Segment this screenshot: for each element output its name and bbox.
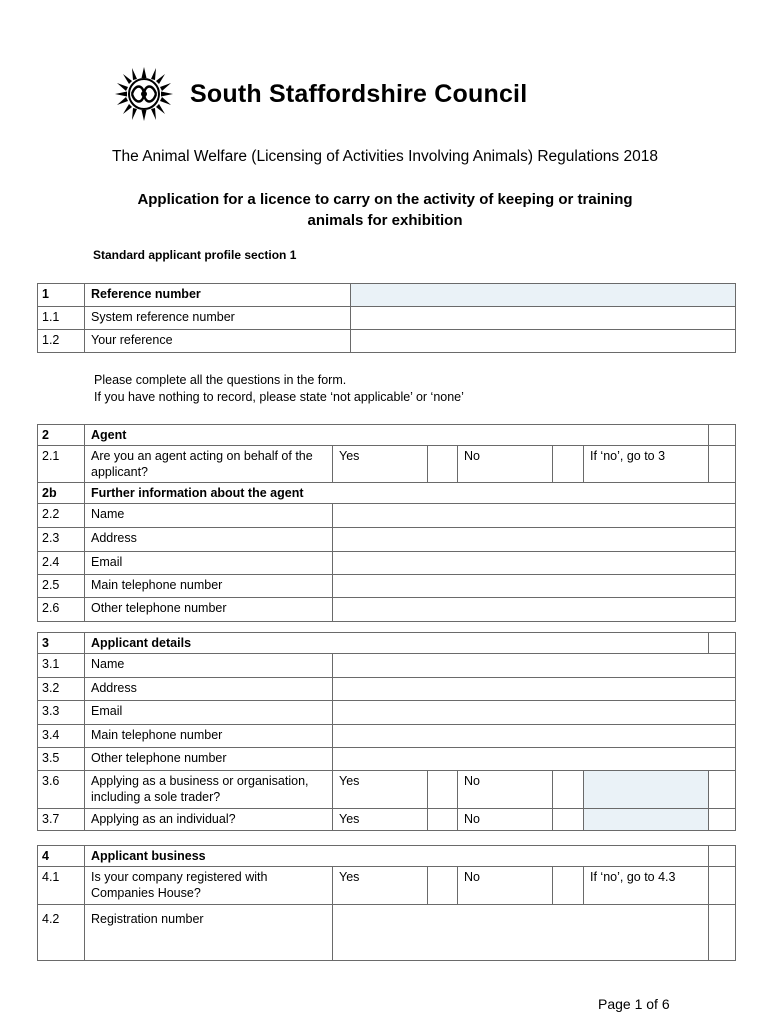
section-heading: Agent [85,425,709,446]
agent-no-checkbox[interactable] [553,446,584,483]
heading-fill [709,633,736,654]
no-label: No [458,809,553,831]
companies-house-no-checkbox[interactable] [553,867,584,905]
applicant-other-phone-field[interactable] [333,748,736,771]
table-row [38,905,736,961]
applicant-name-field[interactable] [333,654,736,678]
question-label: Applying as a business or organisation, including a sole trader? [85,771,333,809]
applicant-table [37,632,736,831]
applicant-address-field[interactable] [333,678,736,701]
question-label: Name [85,504,333,528]
agent-yes-checkbox[interactable] [428,446,458,483]
question-label: Email [85,552,333,575]
section-number: 3 [38,633,85,654]
table-row [38,633,736,654]
question-label: Email [85,701,333,725]
table-row [38,575,736,598]
section-label: Standard applicant profile section 1 [93,248,297,262]
business-table [37,845,736,961]
table-row [38,846,736,867]
question-label: Other telephone number [85,748,333,771]
question-label: Applying as an individual? [85,809,333,831]
question-number: 4.1 [38,867,85,905]
shaded-cell [584,809,709,831]
section-heading: Further information about the agent [85,483,736,504]
table-row [38,528,736,552]
question-label: Address [85,678,333,701]
yes-label: Yes [333,446,428,483]
table-row [38,307,736,330]
table-row [38,598,736,622]
table-row [38,678,736,701]
question-number: 2.1 [38,446,85,483]
question-label: Name [85,654,333,678]
table-row [38,483,736,504]
question-number: 2.6 [38,598,85,622]
yes-label: Yes [333,809,428,831]
table-row [38,284,736,307]
question-number: 2.2 [38,504,85,528]
heading-fill [709,846,736,867]
question-number: 3.3 [38,701,85,725]
council-crest-icon [113,66,175,122]
registration-number-field[interactable] [333,905,709,961]
no-label: No [458,867,553,905]
question-number: 3.2 [38,678,85,701]
section-number: 1 [38,284,85,307]
yes-label: Yes [333,771,428,809]
blank-cell [709,446,736,483]
table-row [38,771,736,809]
shaded-cell [584,771,709,809]
table-row [38,425,736,446]
heading-fill [351,284,736,307]
question-number: 3.6 [38,771,85,809]
question-label: Is your company registered with Companies House? [85,867,333,905]
agent-table [37,424,736,622]
table-row [38,330,736,353]
table-row [38,446,736,483]
question-label: Are you an agent acting on behalf of the applicant? [85,446,333,483]
heading-fill [709,425,736,446]
business-yes-checkbox[interactable] [428,771,458,809]
blank-cell [709,867,736,905]
question-label: System reference number [85,307,351,330]
section-heading: Applicant details [85,633,709,654]
application-title [100,189,670,231]
reference-table [37,283,736,353]
section-heading: Applicant business [85,846,709,867]
skip-note: If ‘no’, go to 4.3 [584,867,709,905]
question-number: 3.5 [38,748,85,771]
yes-label: Yes [333,867,428,905]
no-label: No [458,771,553,809]
question-number: 2.4 [38,552,85,575]
instructions-line1: Please complete all the questions in the form. [94,373,347,387]
agent-email-field[interactable] [333,552,736,575]
instructions-line2: If you have nothing to record, please state ‘not applicable’ or ‘none’ [94,390,464,404]
skip-note: If ‘no’, go to 3 [584,446,709,483]
section-number: 2b [38,483,85,504]
system-reference-field[interactable] [351,307,736,330]
table-row [38,504,736,528]
table-row [38,867,736,905]
individual-yes-checkbox[interactable] [428,809,458,831]
agent-address-field[interactable] [333,528,736,552]
no-label: No [458,446,553,483]
table-row [38,725,736,748]
section-heading: Reference number [85,284,351,307]
companies-house-yes-checkbox[interactable] [428,867,458,905]
question-number: 3.4 [38,725,85,748]
section-number: 2 [38,425,85,446]
applicant-main-phone-field[interactable] [333,725,736,748]
agent-other-phone-field[interactable] [333,598,736,622]
page-number: Page 1 of 6 [598,996,670,1012]
applicant-email-field[interactable] [333,701,736,725]
business-no-checkbox[interactable] [553,771,584,809]
instructions [94,372,464,406]
table-row [38,552,736,575]
question-label: Your reference [85,330,351,353]
question-number: 2.3 [38,528,85,552]
question-number: 1.1 [38,307,85,330]
question-label: Main telephone number [85,575,333,598]
blank-cell [709,809,736,831]
question-number: 2.5 [38,575,85,598]
question-label: Registration number [85,905,333,961]
question-number: 4.2 [38,905,85,961]
question-label: Other telephone number [85,598,333,622]
table-row [38,748,736,771]
table-row [38,654,736,678]
blank-cell [709,771,736,809]
council-name: South Staffordshire Council [190,80,528,108]
agent-main-phone-field[interactable] [333,575,736,598]
section-number: 4 [38,846,85,867]
table-row [38,809,736,831]
question-label: Main telephone number [85,725,333,748]
question-label: Address [85,528,333,552]
blank-cell [709,905,736,961]
individual-no-checkbox[interactable] [553,809,584,831]
table-row [38,701,736,725]
question-number: 3.7 [38,809,85,831]
your-reference-field[interactable] [351,330,736,353]
application-title-line2: animals for exhibition [307,212,463,229]
question-number: 3.1 [38,654,85,678]
regulations-title: The Animal Welfare (Licensing of Activities Involving Animals) Regulations 2018 [112,148,658,165]
question-number: 1.2 [38,330,85,353]
application-title-line1: Application for a licence to carry on the activity of keeping or training [137,191,633,208]
agent-name-field[interactable] [333,504,736,528]
